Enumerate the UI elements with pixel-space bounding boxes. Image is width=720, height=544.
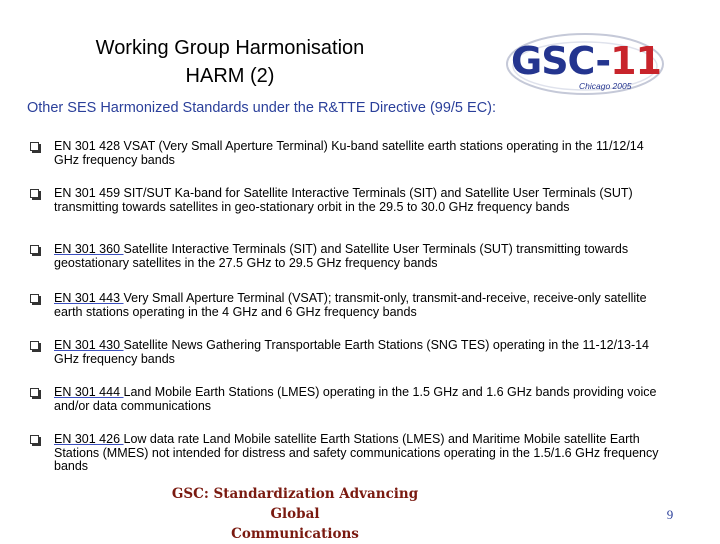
standard-code-link[interactable]: EN 301 443 xyxy=(54,291,124,305)
checkbox-bullet-icon xyxy=(30,142,39,151)
standard-description: Very Small Aperture Terminal (VSAT); transmit-only, transmit-and-receive, receive-only satellite earth stations operating in the 4 GHz and 6 GHz frequency bands xyxy=(54,291,647,319)
logo-wordmark: GSC-11 xyxy=(511,39,661,83)
section-subtitle: Other SES Harmonized Standards under the R&TTE Directive (99/5 EC): xyxy=(27,100,497,116)
footer-line-2: Communications xyxy=(231,526,359,542)
slide-title-line-2: HARM (2) xyxy=(185,65,275,87)
list-item-text xyxy=(54,243,666,270)
standard-description: Satellite News Gathering Transportable Earth Stations (SNG TES) operating in the 11-12/13-14 GHz frequency bands xyxy=(54,338,650,366)
checkbox-bullet-icon xyxy=(30,189,39,198)
footer-line-1: GSC: Standardization Advancing Global xyxy=(171,486,419,522)
standard-description: VSAT (Very Small Aperture Terminal) Ku-band satellite earth stations operating in the 11/12/14 GHz frequency bands xyxy=(54,139,644,167)
checkbox-bullet-icon xyxy=(30,341,39,350)
standard-description: Low data rate Land Mobile satellite Earth Stations (LMES) and Maritime Mobile satellite Earth Stations (MMES) not intended for distress and safety communications operating in the 1.5/1.6 GHz frequency bands xyxy=(54,432,659,473)
footer-tagline xyxy=(150,484,440,544)
standard-code-link[interactable]: EN 301 444 xyxy=(54,385,124,399)
standard-code: EN 301 428 xyxy=(54,139,121,153)
list-item-text xyxy=(54,187,666,214)
slide-title-line-1: Working Group Harmonisation xyxy=(95,37,365,59)
list-item-text xyxy=(54,339,666,366)
slide-title xyxy=(40,34,420,90)
list-item-text xyxy=(54,433,666,474)
list-item-text xyxy=(54,292,666,319)
checkbox-bullet-icon xyxy=(30,245,39,254)
list-item-text xyxy=(54,386,666,413)
checkbox-bullet-icon xyxy=(30,294,39,303)
gsc-11-logo xyxy=(505,26,665,100)
list-item-text xyxy=(54,140,666,167)
standard-code-link[interactable]: EN 301 430 xyxy=(54,338,124,352)
page-number: 9 xyxy=(666,507,674,522)
standard-code: EN 301 459 xyxy=(54,186,121,200)
standard-code-link[interactable]: EN 301 426 xyxy=(54,432,124,446)
standard-description: Satellite Interactive Terminals (SIT) and Satellite User Terminals (SUT) transmitting towards geostationary satellites in the 27.5 GHz to 29.5 GHz frequency bands xyxy=(54,242,629,270)
standard-code-link[interactable]: EN 301 360 xyxy=(54,242,124,256)
standard-description: Land Mobile Earth Stations (LMES) operating in the 1.5 GHz and 1.6 GHz bands providing voice and/or data communications xyxy=(54,385,657,413)
logo-tagline: Chicago 2005 xyxy=(579,81,632,91)
checkbox-bullet-icon xyxy=(30,388,39,397)
standard-description: SIT/SUT Ka-band for Satellite Interactive Terminals (SIT) and Satellite User Terminals (SUT) transmitting towards satellites in geo-stationary orbit in the 29.5 to 30.0 GHz frequency bands xyxy=(54,186,633,214)
checkbox-bullet-icon xyxy=(30,435,39,444)
